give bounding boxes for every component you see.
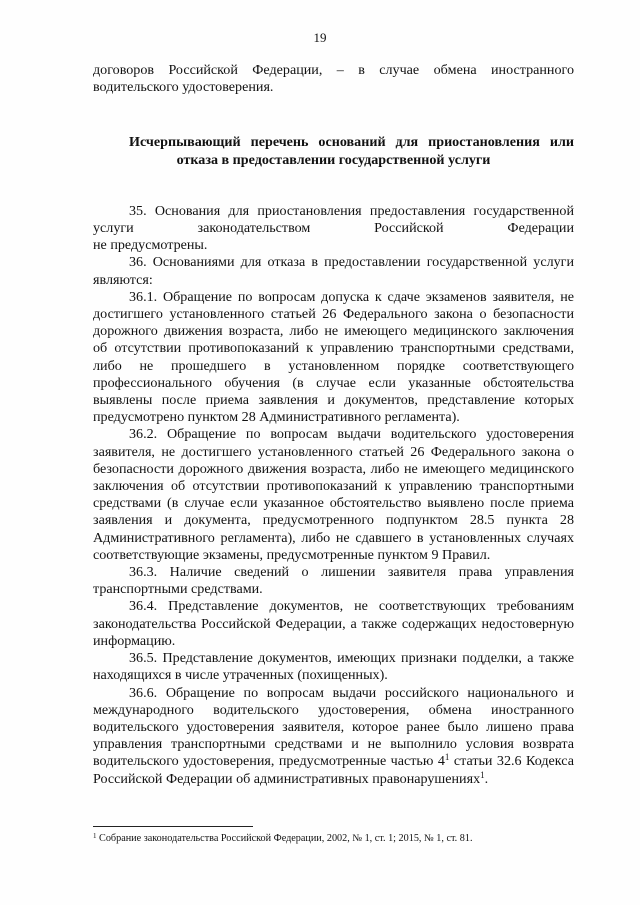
continuation-text: договоров Российской Федерации, – в случае обмена иностранного водительского удостоверения.: [93, 62, 574, 96]
paragraph-35-text: 35. Основания для приостановления предоставления государственной услуги законодательством Российской Федерации: [93, 202, 574, 237]
footnote-text: Собрание законодательства Российской Федерации, 2002, № 1, ст. 1; 2015, № 1, ст. 81.: [96, 833, 473, 844]
paragraph-36-6-text-b: статьи 32.6 Кодекса Российской Федерации об административных правонарушениях: [93, 753, 574, 787]
paragraph-36-5: 36.5. Представление документов, имеющих признаки подделки, а также находящихся в числе утраченных (похищенных).: [93, 650, 574, 684]
paragraph-36-3: 36.3. Наличие сведений о лишении заявителя права управления транспортными средствами.: [93, 564, 574, 598]
paragraph-36-6-text-a: 36.6. Обращение по вопросам выдачи российского национального и международного водительского удостоверения, обмена иностранного водительского удостоверения заявителя, которое ранее было лишено права управления транспортными средствами и не выполнило условия возврата водительского удостоверения, предусмотренные частью 4: [93, 684, 574, 770]
paragraph-36-2: 36.2. Обращение по вопросам выдачи водительского удостоверения заявителя, не достигшего установленного статьей 26 Федерального закона о безопасности дорожного движения возраста, либо не имеющего медицинского заключения об отсутствии противопоказаний к управлению транспортными средствами (в случае если указанное обстоятельство выявлено после приема заявления и документа, предусмотренного подпунктом 28.5 пункта 28 Административного регламента), либо не сдавшего в установленных случаях соответствующие экзамены, предусмотренные пунктом 9 Правил.: [93, 426, 574, 563]
paragraph-35: [93, 203, 574, 237]
paragraph-36-6-period: .: [484, 770, 489, 787]
paragraph-36: 36. Основаниями для отказа в предоставлении государственной услуги являются:: [93, 254, 574, 288]
section-heading: Исчерпывающий перечень оснований для приостановления или отказа в предоставлении государственной услуги: [129, 134, 574, 168]
footnote-divider: [93, 826, 253, 827]
paragraph-36-6: [93, 685, 574, 788]
page-number: 19: [313, 30, 327, 45]
paragraph-36-1: 36.1. Обращение по вопросам допуска к сдаче экзаменов заявителя, не достигшего установленного статьей 26 Федерального закона о безопасности дорожного движения возраста, либо не имеющего медицинского заключения об отсутствии противопоказаний к управлению транспортными средствами, либо не прошедшего в установленном порядке соответствующего профессионального обучения (в случае если указанные обстоятельства выявлены после приема заявления и документов, представление которых предусмотрено пунктом 28 Административного регламента).: [93, 288, 574, 426]
footnote: [93, 832, 574, 845]
document-body: [93, 62, 574, 788]
paragraph-36-4: 36.4. Представление документов, не соответствующих требованиям законодательства Российской Федерации, а также содержащих недостоверную информацию.: [93, 598, 574, 649]
footnote-reference: 1: [480, 769, 485, 780]
part-superscript: 1: [444, 752, 450, 763]
footnote-marker: 1: [93, 832, 97, 840]
paragraph-35-end: не предусмотрены.: [93, 237, 208, 254]
